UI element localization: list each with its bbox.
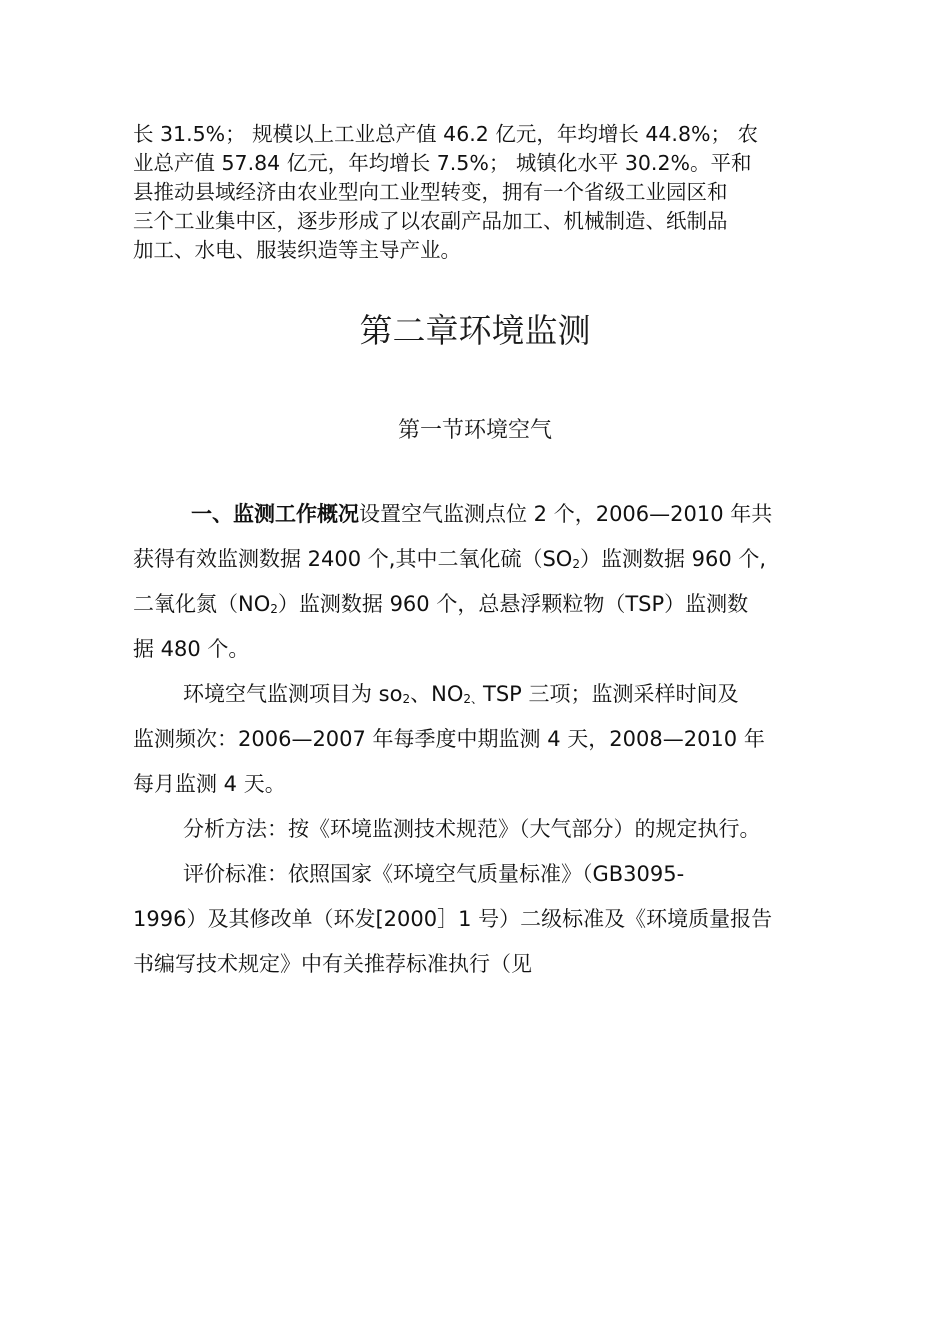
p1-line-3-a: 二氧化氮（NO [133,592,271,616]
p2-line-1-b: 、NO [410,682,464,706]
section-title: 第一节环境空气 [397,418,552,443]
intro-line-2: 业总产值 57.84 亿元，年均增长 7.5%； 城镇化水平 30.2%。平和 [133,151,752,175]
intro-paragraph [133,120,833,265]
p2-line-3: 每月监测 4 天。 [133,772,286,796]
intro-line-5: 加工、水电、服装织造等主导产业。 [133,238,461,262]
p1-line-1-text: 设置空气监测点位 2 个，2006—2010 年共 [359,502,773,526]
p1-lead-heading: 一、监测工作概况 [191,502,359,526]
intro-line-3: 县推动县域经济由农业型向工业型转变，拥有一个省级工业园区和 [133,180,728,204]
p3-line-1: 分析方法：按《环境监测技术规范》（大气部分）的规定执行。 [183,817,761,841]
p1-line-4: 据 480 个。 [133,637,250,661]
p4-line-1: 评价标准：依照国家《环境空气质量标准》（GB3095- [183,862,685,886]
p1-line-2 [133,537,833,582]
so2-subscript: 2 [572,557,580,571]
p4-line-3: 书编写技术规定》中有关推荐标准执行（见 [133,952,532,976]
p1-line-3-b: ）监测数据 960 个，总悬浮颗粒物（TSP）监测数 [277,592,749,616]
no2-subscript: 2 [270,602,278,616]
p2-line-1-c: TSP 三项；监测采样时间及 [483,682,739,706]
p1-line-3 [133,582,833,627]
body-text [133,492,833,987]
no2-subscript-2: 2、 [463,692,483,706]
p1-line-2-b: ）监测数据 960 个, [579,547,767,571]
intro-line-1: 长 31.5%； 规模以上工业总产值 46.2 亿元，年均增长 44.8%； 农 [133,122,758,146]
p2-line-2: 监测频次：2006—2007 年每季度中期监测 4 天，2008—2010 年 [133,727,765,751]
chapter-title: 第二章环境监测 [359,311,591,350]
p4-line-2: 1996）及其修改单（环发[2000］1 号）二级标准及《环境质量报告 [133,907,773,931]
p2-line-1-a: 环境空气监测项目为 so [183,682,403,706]
so2-subscript-2: 2 [402,692,411,706]
p1-line-1 [133,492,833,537]
p1-line-2-a: 获得有效监测数据 2400 个,其中二氧化硫（SO [133,547,573,571]
p2-line-1 [133,672,833,717]
intro-line-4: 三个工业集中区，逐步形成了以农副产品加工、机械制造、纸制品 [133,209,728,233]
